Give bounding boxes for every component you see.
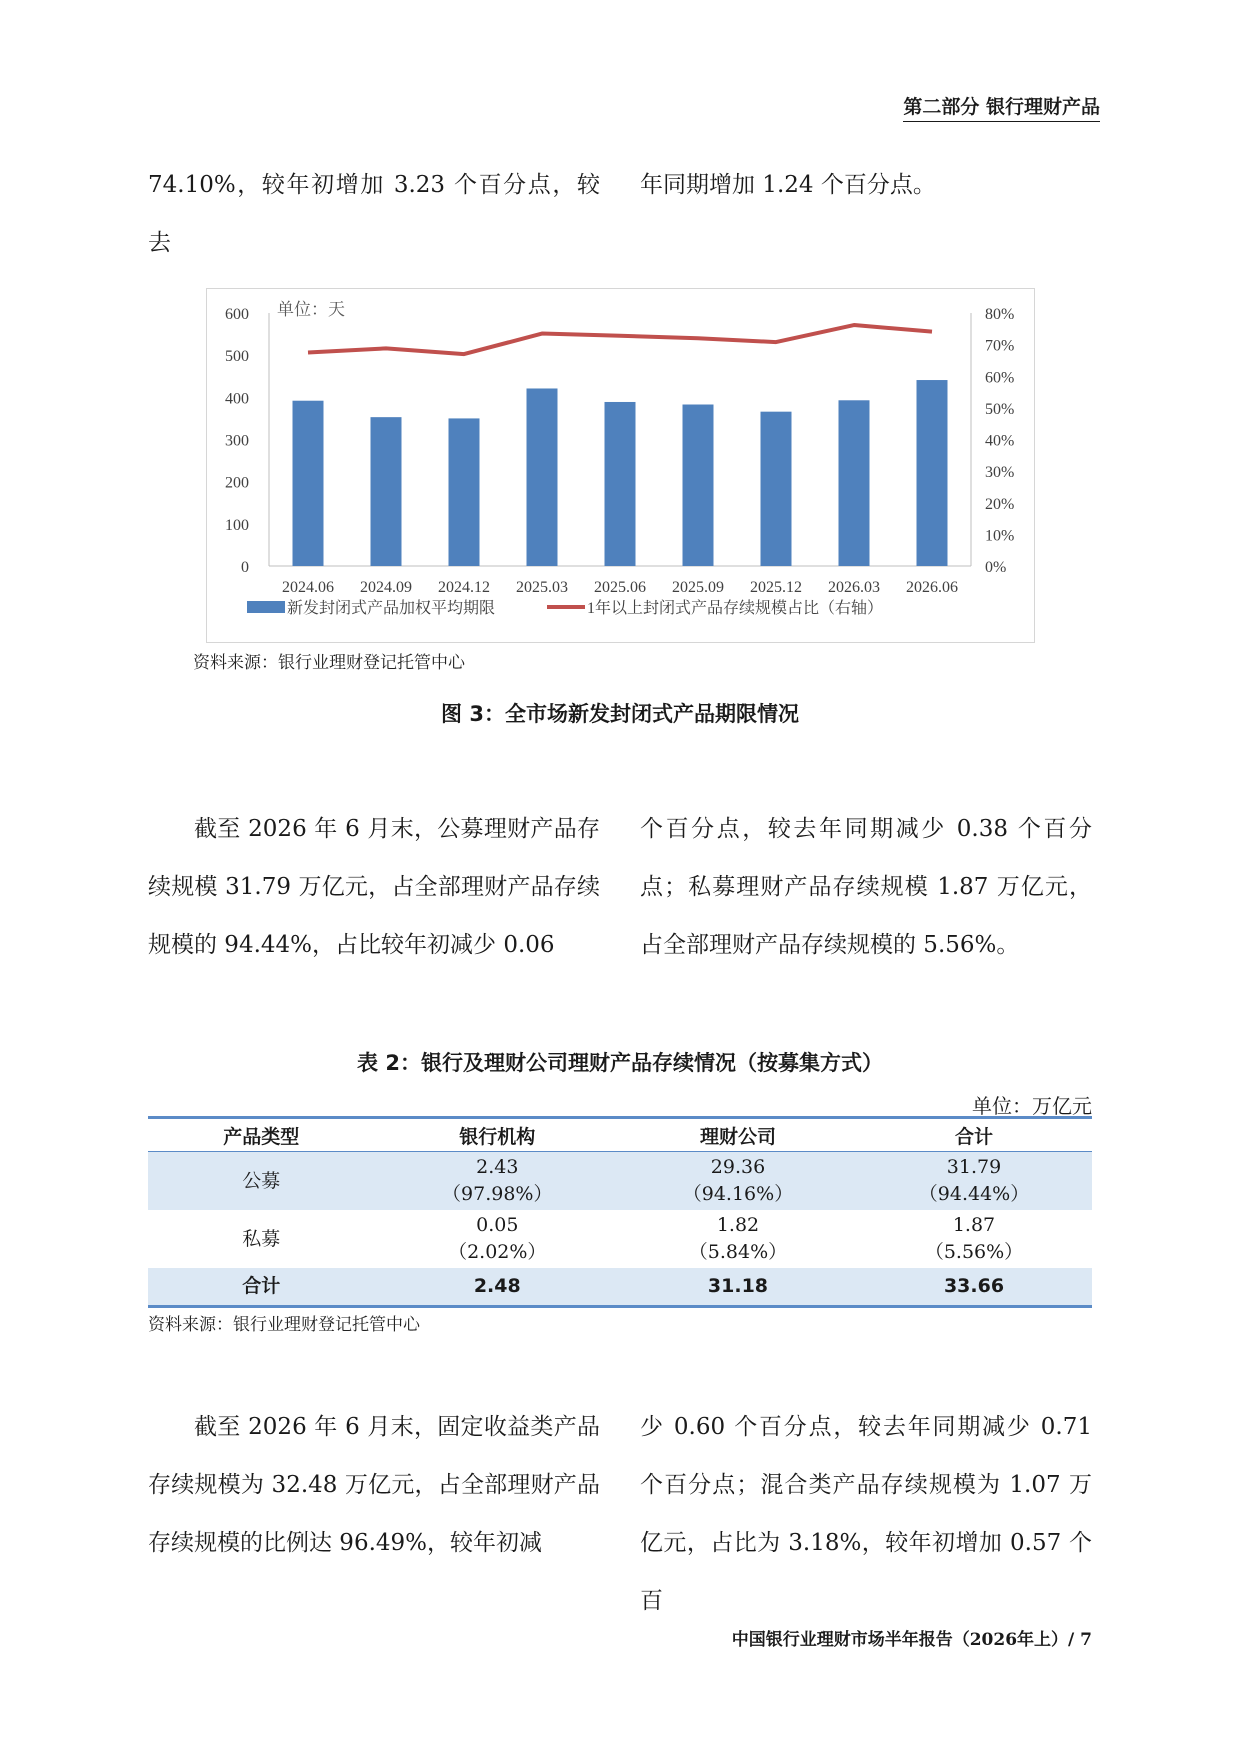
total-wmc: 31.18: [620, 1268, 856, 1307]
para2-right: 个百分点，较去年同期减少 0.38 个百分点；私募理财产品存续规模 1.87 万亿元，占全部理财产品存续规模的 5.56%。: [640, 816, 1092, 958]
figure-3-chart: [206, 288, 1035, 643]
y-right-tick-label: 80%: [985, 306, 1015, 323]
table-total-row: [148, 1268, 1092, 1307]
cell-total: 1.87 （5.56%）: [924, 1214, 1024, 1263]
y-left-tick-label: 100: [225, 516, 249, 534]
x-tick-label: 2026.06: [906, 579, 958, 596]
x-tick-label: 2024.09: [360, 579, 412, 596]
x-tick-label: 2025.06: [594, 579, 646, 596]
bar: [839, 400, 870, 566]
paragraph-public-private: [148, 800, 1092, 974]
cell-bank: 2.43 （97.98%）: [375, 1152, 620, 1211]
table-unit: 单位：万亿元: [972, 1094, 1092, 1118]
x-tick-label: 2024.06: [282, 579, 334, 596]
table-caption: 表 2：银行及理财公司理财产品存续情况（按募集方式）: [357, 1051, 883, 1075]
y-right-tick-label: 20%: [985, 495, 1015, 513]
bar: [605, 402, 636, 566]
y-right-tick-label: 60%: [985, 369, 1015, 387]
x-tick-label: 2026.03: [828, 579, 880, 596]
y-right-tick-label: 0%: [985, 559, 1007, 576]
legend-bar-label: 新发封闭式产品加权平均期限: [287, 600, 496, 617]
y-left-tick-label: 200: [225, 474, 249, 492]
x-tick-label: 2025.09: [672, 579, 724, 596]
header-bank: 银行机构: [375, 1118, 620, 1152]
y-right-tick-label: 50%: [985, 400, 1015, 418]
bar: [917, 380, 948, 566]
row-type: 公募: [148, 1152, 375, 1211]
table-2: [148, 1116, 1092, 1308]
bar: [371, 417, 402, 566]
row-type: 私募: [242, 1227, 281, 1250]
header-wmc: 理财公司: [620, 1118, 856, 1152]
figure-caption: 图 3：全市场新发封闭式产品期限情况: [441, 702, 799, 726]
table-source: 资料来源：银行业理财登记托管中心: [148, 1315, 420, 1335]
header-type: 产品类型: [148, 1118, 375, 1152]
y-right-tick-label: 70%: [985, 337, 1015, 355]
paragraph-continuation: [148, 156, 1092, 272]
figure-source: 资料来源：银行业理财登记托管中心: [193, 653, 465, 673]
y-left-tick-label: 500: [225, 348, 249, 366]
bar: [683, 405, 714, 566]
x-tick-label: 2024.12: [438, 579, 490, 596]
header-total: 合计: [856, 1118, 1092, 1152]
total-label: 合计: [148, 1268, 375, 1307]
total-all: 33.66: [856, 1268, 1092, 1307]
para1-left: 74.10%，较年初增加 3.23 个百分点，较去: [148, 172, 600, 256]
para1-right: 年同期增加 1.24 个百分点。: [640, 172, 936, 198]
table-row: [148, 1152, 1092, 1211]
y-left-tick-label: 300: [225, 432, 249, 450]
para3-left: 截至 2026 年 6 月末，固定收益类产品存续规模为 32.48 万亿元，占全部理财产品存续规模的比例达 96.49%，较年初减: [148, 1414, 600, 1556]
y-right-tick-label: 30%: [985, 464, 1015, 482]
y-left-tick-label: 0: [241, 559, 249, 576]
page-footer: 中国银行业理财市场半年报告（2026年上）/ 7: [731, 1630, 1092, 1650]
bar: [449, 418, 480, 566]
y-right-tick-label: 40%: [985, 432, 1015, 450]
y-left-tick-label: 400: [225, 390, 249, 408]
cell-total: 31.79 （94.44%）: [856, 1152, 1092, 1211]
legend-bar-swatch: [247, 601, 285, 613]
y-left-tick-label: 600: [225, 306, 249, 323]
y-right-tick-label: 10%: [985, 527, 1015, 545]
running-header: 第二部分 银行理财产品: [903, 92, 1100, 122]
x-tick-label: 2025.12: [750, 579, 802, 596]
cell-wmc: 1.82 （5.84%）: [688, 1214, 788, 1263]
series-line: [308, 325, 932, 354]
para3-right: 少 0.60 个百分点，较去年同期减少 0.71 个百分点；混合类产品存续规模为 1.07 万亿元，占比为 3.18%，较年初增加 0.57 个百: [640, 1414, 1092, 1614]
legend-line-label: 1年以上封闭式产品存续规模占比（右轴）: [587, 600, 884, 617]
chart-unit-label: 单位：天: [277, 300, 345, 319]
table-header-row: [148, 1118, 1092, 1152]
bar: [293, 401, 324, 566]
cell-wmc: 29.36 （94.16%）: [620, 1152, 856, 1211]
bar: [527, 388, 558, 566]
para2-left: 截至 2026 年 6 月末，公募理财产品存续规模 31.79 万亿元，占全部理财产品存续规模的 94.44%，占比较年初减少 0.06: [148, 816, 600, 958]
chart-svg: [207, 289, 1034, 642]
cell-bank: 0.05 （2.02%）: [448, 1214, 547, 1263]
table-row: [148, 1210, 1092, 1268]
paragraph-fixed-income: [148, 1398, 1092, 1630]
total-bank: 2.48: [375, 1268, 620, 1307]
bar: [761, 412, 792, 566]
x-tick-label: 2025.03: [516, 579, 568, 596]
